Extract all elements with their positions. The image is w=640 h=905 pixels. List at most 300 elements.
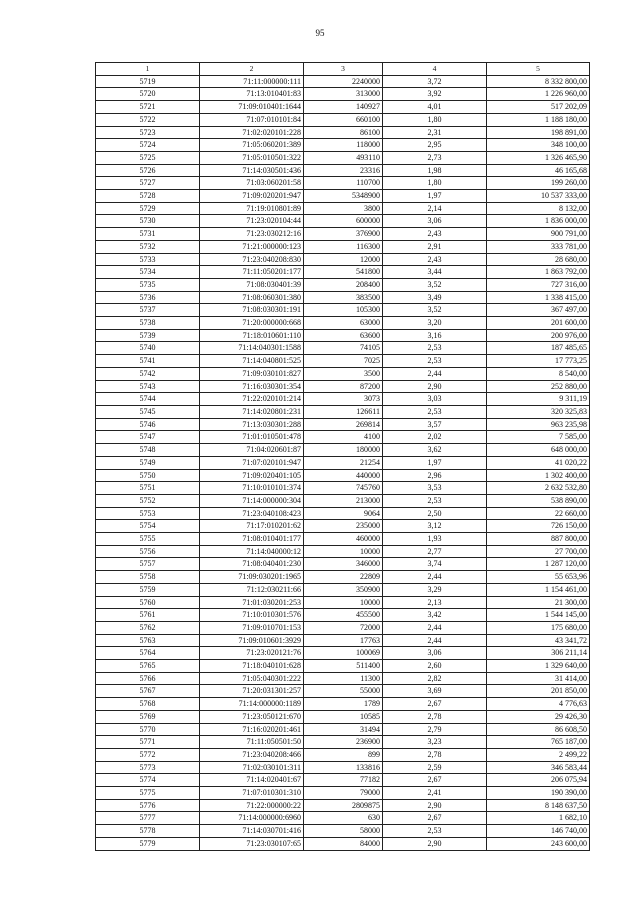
amount-cell: 55 653,96 bbox=[487, 571, 590, 584]
cadastral-number-cell: 71:18:010601:110 bbox=[200, 329, 304, 342]
row-number-cell: 5733 bbox=[96, 253, 200, 266]
table-row bbox=[96, 431, 590, 444]
row-number-cell: 5739 bbox=[96, 329, 200, 342]
row-number-cell: 5742 bbox=[96, 367, 200, 380]
amount-cell: 306 211,14 bbox=[487, 647, 590, 660]
table-row bbox=[96, 520, 590, 533]
column-header: 5 bbox=[487, 63, 590, 76]
table-row bbox=[96, 355, 590, 368]
cadastral-number-cell: 71:16:030301:354 bbox=[200, 380, 304, 393]
table-row bbox=[96, 215, 590, 228]
rate-cell: 3,72 bbox=[383, 75, 487, 88]
table-row bbox=[96, 278, 590, 291]
area-cell: 2809875 bbox=[304, 799, 383, 812]
row-number-cell: 5779 bbox=[96, 837, 200, 850]
rate-cell: 2,95 bbox=[383, 139, 487, 152]
row-number-cell: 5729 bbox=[96, 202, 200, 215]
amount-cell: 21 300,00 bbox=[487, 596, 590, 609]
cadastral-number-cell: 71:09:030101:827 bbox=[200, 367, 304, 380]
rate-cell: 3,44 bbox=[383, 266, 487, 279]
area-cell: 455500 bbox=[304, 609, 383, 622]
area-cell: 10585 bbox=[304, 710, 383, 723]
amount-cell: 28 680,00 bbox=[487, 253, 590, 266]
area-cell: 313000 bbox=[304, 88, 383, 101]
row-number-cell: 5723 bbox=[96, 126, 200, 139]
row-number-cell: 5774 bbox=[96, 774, 200, 787]
table-row bbox=[96, 837, 590, 850]
rate-cell: 2,90 bbox=[383, 380, 487, 393]
amount-cell: 4 776,63 bbox=[487, 698, 590, 711]
row-number-cell: 5740 bbox=[96, 342, 200, 355]
data-table bbox=[95, 62, 590, 851]
row-number-cell: 5722 bbox=[96, 113, 200, 126]
amount-cell: 8 540,00 bbox=[487, 367, 590, 380]
table-row bbox=[96, 393, 590, 406]
row-number-cell: 5757 bbox=[96, 558, 200, 571]
row-number-cell: 5763 bbox=[96, 634, 200, 647]
table-row bbox=[96, 190, 590, 203]
rate-cell: 3,06 bbox=[383, 215, 487, 228]
row-number-cell: 5728 bbox=[96, 190, 200, 203]
area-cell: 440000 bbox=[304, 469, 383, 482]
area-cell: 511400 bbox=[304, 660, 383, 673]
row-number-cell: 5777 bbox=[96, 812, 200, 825]
area-cell: 3500 bbox=[304, 367, 383, 380]
table-row bbox=[96, 621, 590, 634]
area-cell: 23316 bbox=[304, 164, 383, 177]
area-cell: 55000 bbox=[304, 685, 383, 698]
cadastral-number-cell: 71:22:000000:22 bbox=[200, 799, 304, 812]
amount-cell: 201 600,00 bbox=[487, 317, 590, 330]
table-row bbox=[96, 799, 590, 812]
amount-cell: 726 150,00 bbox=[487, 520, 590, 533]
table-row bbox=[96, 75, 590, 88]
rate-cell: 2,53 bbox=[383, 494, 487, 507]
row-number-cell: 5736 bbox=[96, 291, 200, 304]
area-cell: 140927 bbox=[304, 101, 383, 114]
rate-cell: 2,90 bbox=[383, 837, 487, 850]
row-number-cell: 5744 bbox=[96, 393, 200, 406]
amount-cell: 22 660,00 bbox=[487, 507, 590, 520]
table-row bbox=[96, 482, 590, 495]
row-number-cell: 5766 bbox=[96, 672, 200, 685]
table-row bbox=[96, 329, 590, 342]
amount-cell: 201 850,00 bbox=[487, 685, 590, 698]
rate-cell: 2,53 bbox=[383, 342, 487, 355]
rate-cell: 2,44 bbox=[383, 367, 487, 380]
table-row bbox=[96, 304, 590, 317]
amount-cell: 1 188 180,00 bbox=[487, 113, 590, 126]
table-body bbox=[96, 75, 590, 850]
row-number-cell: 5743 bbox=[96, 380, 200, 393]
row-number-cell: 5756 bbox=[96, 545, 200, 558]
rate-cell: 2,50 bbox=[383, 507, 487, 520]
table-row bbox=[96, 685, 590, 698]
amount-cell: 727 316,00 bbox=[487, 278, 590, 291]
amount-cell: 31 414,00 bbox=[487, 672, 590, 685]
amount-cell: 517 202,09 bbox=[487, 101, 590, 114]
area-cell: 63000 bbox=[304, 317, 383, 330]
row-number-cell: 5770 bbox=[96, 723, 200, 736]
table-row bbox=[96, 88, 590, 101]
row-number-cell: 5750 bbox=[96, 469, 200, 482]
cadastral-number-cell: 71:05:010501:322 bbox=[200, 151, 304, 164]
row-number-cell: 5735 bbox=[96, 278, 200, 291]
amount-cell: 8 148 637,50 bbox=[487, 799, 590, 812]
table-row bbox=[96, 291, 590, 304]
column-header: 2 bbox=[200, 63, 304, 76]
area-cell: 630 bbox=[304, 812, 383, 825]
amount-cell: 86 608,50 bbox=[487, 723, 590, 736]
amount-cell: 10 537 333,00 bbox=[487, 190, 590, 203]
row-number-cell: 5769 bbox=[96, 710, 200, 723]
amount-cell: 1 682,10 bbox=[487, 812, 590, 825]
table-row bbox=[96, 444, 590, 457]
row-number-cell: 5767 bbox=[96, 685, 200, 698]
area-cell: 58000 bbox=[304, 825, 383, 838]
rate-cell: 2,77 bbox=[383, 545, 487, 558]
table-row bbox=[96, 418, 590, 431]
row-number-cell: 5738 bbox=[96, 317, 200, 330]
row-number-cell: 5719 bbox=[96, 75, 200, 88]
row-number-cell: 5778 bbox=[96, 825, 200, 838]
amount-cell: 348 100,00 bbox=[487, 139, 590, 152]
rate-cell: 3,57 bbox=[383, 418, 487, 431]
amount-cell: 27 700,00 bbox=[487, 545, 590, 558]
rate-cell: 2,90 bbox=[383, 799, 487, 812]
row-number-cell: 5768 bbox=[96, 698, 200, 711]
amount-cell: 333 781,00 bbox=[487, 240, 590, 253]
rate-cell: 2,60 bbox=[383, 660, 487, 673]
cadastral-number-cell: 71:09:010401:1644 bbox=[200, 101, 304, 114]
table-row bbox=[96, 723, 590, 736]
table-row bbox=[96, 342, 590, 355]
rate-cell: 3,52 bbox=[383, 304, 487, 317]
row-number-cell: 5754 bbox=[96, 520, 200, 533]
cadastral-number-cell: 71:23:020104:44 bbox=[200, 215, 304, 228]
cadastral-number-cell: 71:23:040108:423 bbox=[200, 507, 304, 520]
table-row bbox=[96, 596, 590, 609]
rate-cell: 2,91 bbox=[383, 240, 487, 253]
table-row bbox=[96, 660, 590, 673]
table-row bbox=[96, 139, 590, 152]
area-cell: 110700 bbox=[304, 177, 383, 190]
row-number-cell: 5753 bbox=[96, 507, 200, 520]
area-cell: 541800 bbox=[304, 266, 383, 279]
table-row bbox=[96, 456, 590, 469]
area-cell: 236900 bbox=[304, 736, 383, 749]
table-row bbox=[96, 774, 590, 787]
amount-cell: 8 332 800,00 bbox=[487, 75, 590, 88]
amount-cell: 1 154 461,00 bbox=[487, 583, 590, 596]
table-row bbox=[96, 151, 590, 164]
area-cell: 10000 bbox=[304, 596, 383, 609]
rate-cell: 1,97 bbox=[383, 190, 487, 203]
row-number-cell: 5730 bbox=[96, 215, 200, 228]
rate-cell: 3,74 bbox=[383, 558, 487, 571]
cadastral-number-cell: 71:14:000000:6960 bbox=[200, 812, 304, 825]
area-cell: 84000 bbox=[304, 837, 383, 850]
area-cell: 126611 bbox=[304, 405, 383, 418]
table-row bbox=[96, 126, 590, 139]
table-row bbox=[96, 177, 590, 190]
cadastral-number-cell: 71:20:031301:257 bbox=[200, 685, 304, 698]
rate-cell: 3,52 bbox=[383, 278, 487, 291]
row-number-cell: 5724 bbox=[96, 139, 200, 152]
rate-cell: 2,67 bbox=[383, 698, 487, 711]
rate-cell: 2,96 bbox=[383, 469, 487, 482]
cadastral-number-cell: 71:09:010601:3929 bbox=[200, 634, 304, 647]
table-row bbox=[96, 698, 590, 711]
rate-cell: 3,06 bbox=[383, 647, 487, 660]
rate-cell: 3,42 bbox=[383, 609, 487, 622]
cadastral-number-cell: 71:11:050501:50 bbox=[200, 736, 304, 749]
table-row bbox=[96, 736, 590, 749]
area-cell: 21254 bbox=[304, 456, 383, 469]
table-row bbox=[96, 825, 590, 838]
cadastral-number-cell: 71:17:010201:62 bbox=[200, 520, 304, 533]
amount-cell: 2 632 532,80 bbox=[487, 482, 590, 495]
rate-cell: 1,97 bbox=[383, 456, 487, 469]
row-number-cell: 5752 bbox=[96, 494, 200, 507]
page-number: 95 bbox=[315, 28, 325, 38]
cadastral-number-cell: 71:14:030501:436 bbox=[200, 164, 304, 177]
area-cell: 600000 bbox=[304, 215, 383, 228]
row-number-cell: 5771 bbox=[96, 736, 200, 749]
cadastral-number-cell: 71:07:010301:310 bbox=[200, 787, 304, 800]
table-row bbox=[96, 748, 590, 761]
area-cell: 9064 bbox=[304, 507, 383, 520]
table-row bbox=[96, 761, 590, 774]
area-cell: 74105 bbox=[304, 342, 383, 355]
table-row bbox=[96, 672, 590, 685]
row-number-cell: 5721 bbox=[96, 101, 200, 114]
area-cell: 376900 bbox=[304, 228, 383, 241]
area-cell: 383500 bbox=[304, 291, 383, 304]
row-number-cell: 5741 bbox=[96, 355, 200, 368]
area-cell: 118000 bbox=[304, 139, 383, 152]
table-row bbox=[96, 545, 590, 558]
cadastral-number-cell: 71:14:020801:231 bbox=[200, 405, 304, 418]
cadastral-number-cell: 71:03:060201:58 bbox=[200, 177, 304, 190]
amount-cell: 175 680,00 bbox=[487, 621, 590, 634]
column-header: 4 bbox=[383, 63, 487, 76]
row-number-cell: 5773 bbox=[96, 761, 200, 774]
area-cell: 77182 bbox=[304, 774, 383, 787]
amount-cell: 900 791,00 bbox=[487, 228, 590, 241]
cadastral-number-cell: 71:16:020201:461 bbox=[200, 723, 304, 736]
row-number-cell: 5732 bbox=[96, 240, 200, 253]
table-row bbox=[96, 266, 590, 279]
table-row bbox=[96, 533, 590, 546]
amount-cell: 7 585,00 bbox=[487, 431, 590, 444]
rate-cell: 2,59 bbox=[383, 761, 487, 774]
rate-cell: 2,67 bbox=[383, 812, 487, 825]
area-cell: 5348900 bbox=[304, 190, 383, 203]
area-cell: 346000 bbox=[304, 558, 383, 571]
area-cell: 31494 bbox=[304, 723, 383, 736]
amount-cell: 198 891,00 bbox=[487, 126, 590, 139]
cadastral-number-cell: 71:01:010501:478 bbox=[200, 431, 304, 444]
cadastral-number-cell: 71:05:060201:389 bbox=[200, 139, 304, 152]
cadastral-number-cell: 71:08:040401:230 bbox=[200, 558, 304, 571]
area-cell: 63600 bbox=[304, 329, 383, 342]
table-row bbox=[96, 787, 590, 800]
row-number-cell: 5776 bbox=[96, 799, 200, 812]
cadastral-number-cell: 71:08:010401:177 bbox=[200, 533, 304, 546]
table-row bbox=[96, 380, 590, 393]
rate-cell: 2,14 bbox=[383, 202, 487, 215]
amount-cell: 17 773,25 bbox=[487, 355, 590, 368]
amount-cell: 1 226 960,00 bbox=[487, 88, 590, 101]
area-cell: 22809 bbox=[304, 571, 383, 584]
table-row bbox=[96, 634, 590, 647]
row-number-cell: 5764 bbox=[96, 647, 200, 660]
area-cell: 660100 bbox=[304, 113, 383, 126]
rate-cell: 3,03 bbox=[383, 393, 487, 406]
area-cell: 100069 bbox=[304, 647, 383, 660]
rate-cell: 2,44 bbox=[383, 571, 487, 584]
rate-cell: 3,53 bbox=[383, 482, 487, 495]
amount-cell: 146 740,00 bbox=[487, 825, 590, 838]
area-cell: 10000 bbox=[304, 545, 383, 558]
rate-cell: 2,13 bbox=[383, 596, 487, 609]
amount-cell: 187 485,65 bbox=[487, 342, 590, 355]
rate-cell: 2,02 bbox=[383, 431, 487, 444]
amount-cell: 199 260,00 bbox=[487, 177, 590, 190]
cadastral-number-cell: 71:19:010801:89 bbox=[200, 202, 304, 215]
area-cell: 350900 bbox=[304, 583, 383, 596]
rate-cell: 3,16 bbox=[383, 329, 487, 342]
rate-cell: 3,20 bbox=[383, 317, 487, 330]
amount-cell: 46 165,68 bbox=[487, 164, 590, 177]
area-cell: 269814 bbox=[304, 418, 383, 431]
area-cell: 213000 bbox=[304, 494, 383, 507]
rate-cell: 2,43 bbox=[383, 253, 487, 266]
area-cell: 235000 bbox=[304, 520, 383, 533]
table-row bbox=[96, 367, 590, 380]
cadastral-number-cell: 71:07:010101:84 bbox=[200, 113, 304, 126]
cadastral-number-cell: 71:23:020121:76 bbox=[200, 647, 304, 660]
row-number-cell: 5759 bbox=[96, 583, 200, 596]
amount-cell: 1 302 400,00 bbox=[487, 469, 590, 482]
row-number-cell: 5745 bbox=[96, 405, 200, 418]
cadastral-number-cell: 71:23:050121:670 bbox=[200, 710, 304, 723]
row-number-cell: 5762 bbox=[96, 621, 200, 634]
amount-cell: 29 426,30 bbox=[487, 710, 590, 723]
amount-cell: 320 325,83 bbox=[487, 405, 590, 418]
area-cell: 4100 bbox=[304, 431, 383, 444]
cadastral-number-cell: 71:21:000000:123 bbox=[200, 240, 304, 253]
amount-cell: 648 000,00 bbox=[487, 444, 590, 457]
cadastral-number-cell: 71:11:050201:177 bbox=[200, 266, 304, 279]
column-header: 1 bbox=[96, 63, 200, 76]
header-row bbox=[96, 63, 590, 76]
table-row bbox=[96, 583, 590, 596]
cadastral-number-cell: 71:14:020401:67 bbox=[200, 774, 304, 787]
rate-cell: 1,98 bbox=[383, 164, 487, 177]
table-row bbox=[96, 405, 590, 418]
table-row bbox=[96, 507, 590, 520]
row-number-cell: 5755 bbox=[96, 533, 200, 546]
amount-cell: 243 600,00 bbox=[487, 837, 590, 850]
rate-cell: 2,82 bbox=[383, 672, 487, 685]
cadastral-number-cell: 71:09:030201:1965 bbox=[200, 571, 304, 584]
table-row bbox=[96, 164, 590, 177]
area-cell: 11300 bbox=[304, 672, 383, 685]
area-cell: 745760 bbox=[304, 482, 383, 495]
table-row bbox=[96, 228, 590, 241]
rate-cell: 3,12 bbox=[383, 520, 487, 533]
row-number-cell: 5765 bbox=[96, 660, 200, 673]
area-cell: 208400 bbox=[304, 278, 383, 291]
cadastral-number-cell: 71:01:030201:253 bbox=[200, 596, 304, 609]
amount-cell: 9 311,19 bbox=[487, 393, 590, 406]
rate-cell: 4,01 bbox=[383, 101, 487, 114]
table-row bbox=[96, 253, 590, 266]
cadastral-number-cell: 71:08:060301:380 bbox=[200, 291, 304, 304]
rate-cell: 3,92 bbox=[383, 88, 487, 101]
area-cell: 1789 bbox=[304, 698, 383, 711]
table-row bbox=[96, 101, 590, 114]
area-cell: 17763 bbox=[304, 634, 383, 647]
rate-cell: 2,44 bbox=[383, 621, 487, 634]
cadastral-number-cell: 71:02:020101:228 bbox=[200, 126, 304, 139]
rate-cell: 2,41 bbox=[383, 787, 487, 800]
cadastral-number-cell: 71:08:030401:39 bbox=[200, 278, 304, 291]
amount-cell: 206 075,94 bbox=[487, 774, 590, 787]
area-cell: 72000 bbox=[304, 621, 383, 634]
amount-cell: 1 836 000,00 bbox=[487, 215, 590, 228]
amount-cell: 963 235,98 bbox=[487, 418, 590, 431]
rate-cell: 2,44 bbox=[383, 634, 487, 647]
amount-cell: 367 497,00 bbox=[487, 304, 590, 317]
row-number-cell: 5727 bbox=[96, 177, 200, 190]
rate-cell: 3,23 bbox=[383, 736, 487, 749]
amount-cell: 538 890,00 bbox=[487, 494, 590, 507]
rate-cell: 3,49 bbox=[383, 291, 487, 304]
area-cell: 3800 bbox=[304, 202, 383, 215]
row-number-cell: 5749 bbox=[96, 456, 200, 469]
area-cell: 7025 bbox=[304, 355, 383, 368]
rate-cell: 2,43 bbox=[383, 228, 487, 241]
table-row bbox=[96, 647, 590, 660]
amount-cell: 8 132,00 bbox=[487, 202, 590, 215]
table-row bbox=[96, 609, 590, 622]
cadastral-number-cell: 71:23:030107:65 bbox=[200, 837, 304, 850]
rate-cell: 1,80 bbox=[383, 177, 487, 190]
table-row bbox=[96, 469, 590, 482]
cadastral-number-cell: 71:04:020601:87 bbox=[200, 444, 304, 457]
amount-cell: 1 863 792,00 bbox=[487, 266, 590, 279]
amount-cell: 190 390,00 bbox=[487, 787, 590, 800]
table-row bbox=[96, 494, 590, 507]
row-number-cell: 5775 bbox=[96, 787, 200, 800]
cadastral-number-cell: 71:14:040301:1588 bbox=[200, 342, 304, 355]
cadastral-number-cell: 71:18:040101:628 bbox=[200, 660, 304, 673]
rate-cell: 1,80 bbox=[383, 113, 487, 126]
rate-cell: 2,67 bbox=[383, 774, 487, 787]
table-row bbox=[96, 710, 590, 723]
amount-cell: 1 544 145,00 bbox=[487, 609, 590, 622]
cadastral-number-cell: 71:08:030301:191 bbox=[200, 304, 304, 317]
row-number-cell: 5760 bbox=[96, 596, 200, 609]
amount-cell: 1 287 120,00 bbox=[487, 558, 590, 571]
cadastral-number-cell: 71:07:020101:947 bbox=[200, 456, 304, 469]
rate-cell: 2,53 bbox=[383, 355, 487, 368]
cadastral-number-cell: 71:09:020201:947 bbox=[200, 190, 304, 203]
row-number-cell: 5751 bbox=[96, 482, 200, 495]
